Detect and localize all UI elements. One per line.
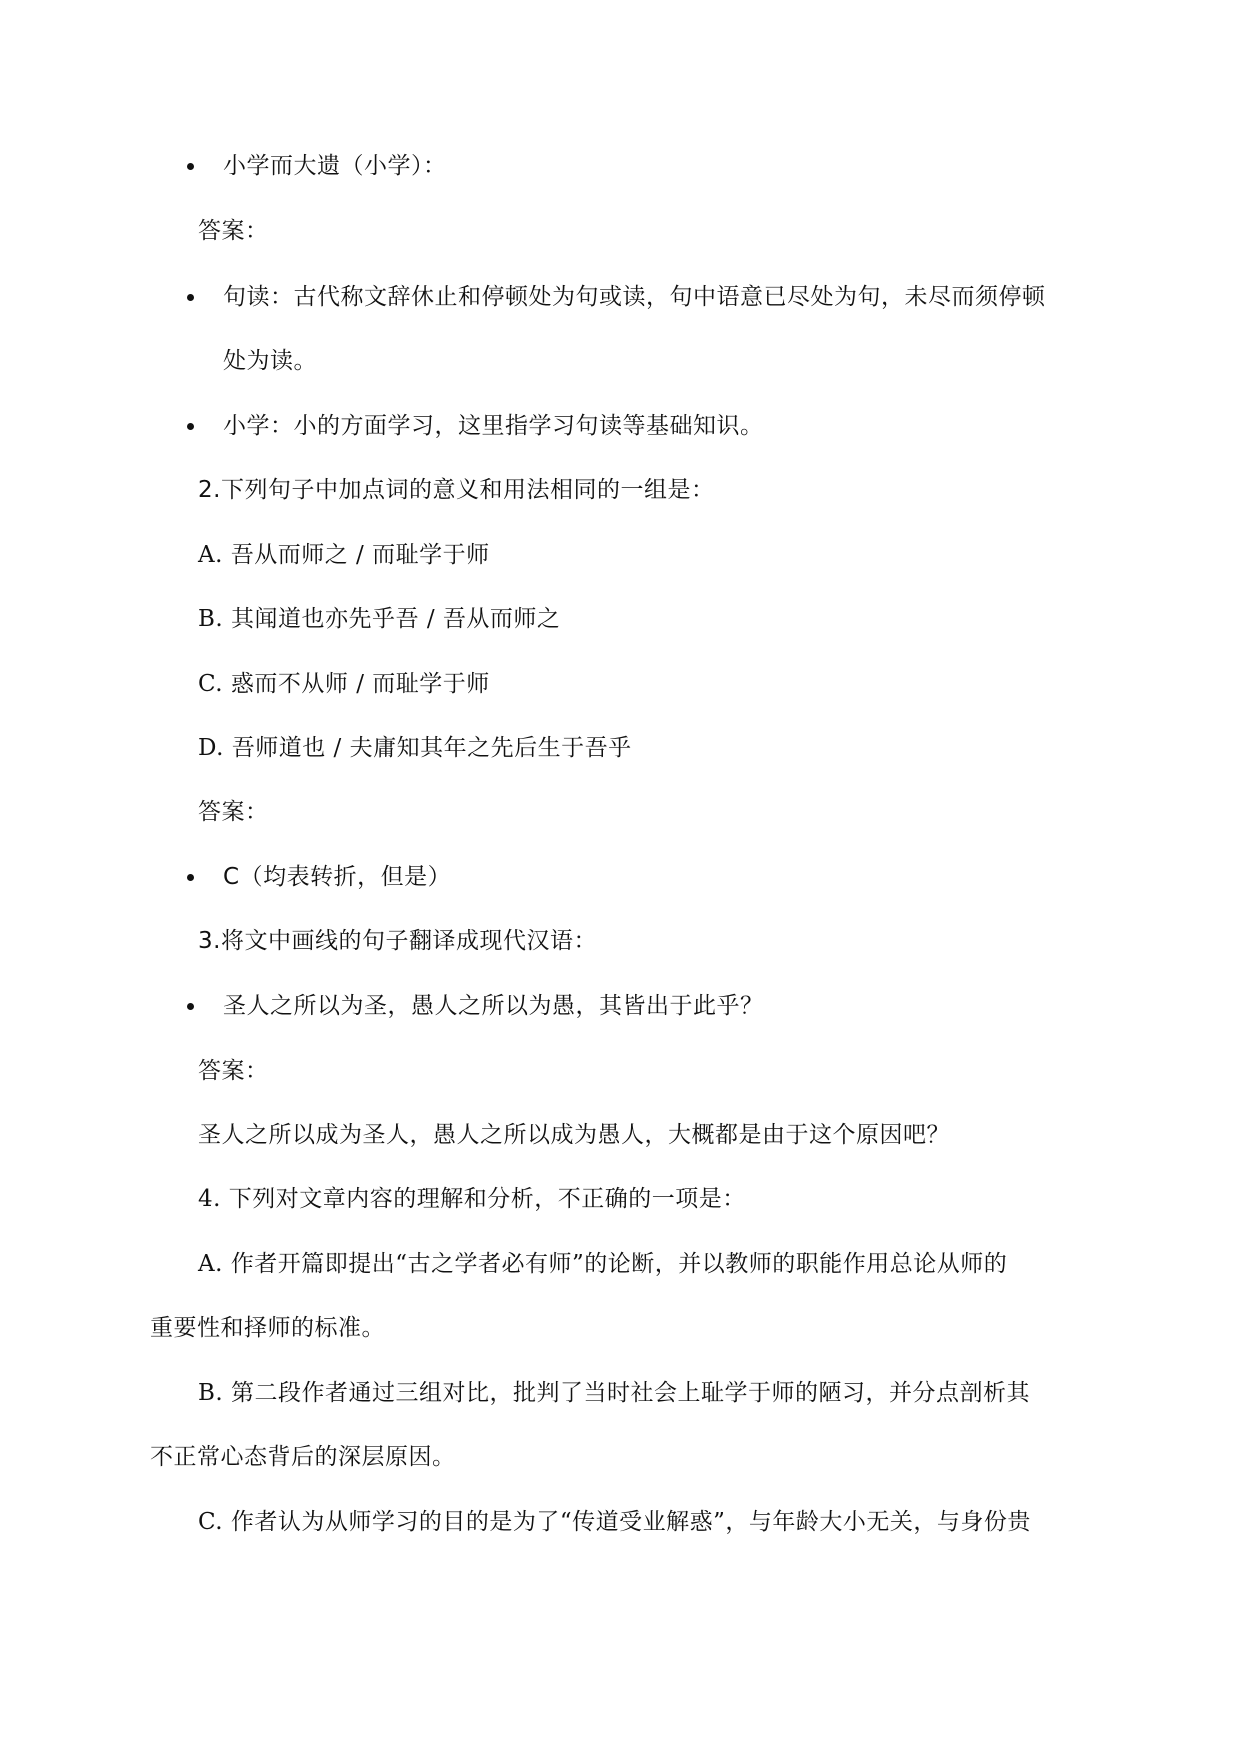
answer-label: 答案： [198, 1058, 269, 1084]
question-2-stem [198, 475, 714, 505]
bullet-icon [187, 423, 194, 430]
bullet-icon [187, 1003, 194, 1010]
question-number: 2. [198, 477, 221, 503]
q4-option-b-line2: 不正常心态背后的深层原因。 [150, 1444, 456, 1470]
question-text: 将文中画线的句子翻译成现代汉语： [220, 928, 597, 954]
q4-option-a-line1: A. 作者开篇即提出“古之学者必有师”的论断，并以教师的职能作用总论从师的 [198, 1251, 1008, 1277]
bullet-icon [187, 874, 194, 881]
q1-xiaoxue-dayi: 小学而大遗（小学）： [223, 153, 447, 179]
answer-letter: C [223, 864, 240, 890]
answer-label: 答案： [198, 799, 269, 825]
question-3-stem [198, 926, 597, 956]
q3-answer: 圣人之所以成为圣人，愚人之所以成为愚人，大概都是由于这个原因吧？ [198, 1122, 950, 1148]
q3-sentence: 圣人之所以为圣，愚人之所以为愚，其皆出于此乎？ [223, 993, 764, 1019]
question-4-stem: 4. 下列对文章内容的理解和分析，不正确的一项是： [198, 1186, 746, 1212]
q4-option-a-line2: 重要性和择师的标准。 [150, 1315, 385, 1341]
q4-option-c-line1: C. 作者认为从师学习的目的是为了“传道受业解惑”，与年龄大小无关，与身份贵 [198, 1509, 1031, 1535]
answer-note: （均表转折，但是） [239, 864, 452, 890]
answer-label: 答案： [198, 218, 269, 244]
question-number: 3. [198, 928, 221, 954]
q2-option-d: D. 吾师道也 / 夫庸知其年之先后生于吾乎 [198, 735, 632, 761]
judou-definition-line1: 句读：古代称文辞休止和停顿处为句或读，句中语意已尽处为句，未尽而须停顿 [223, 284, 1046, 310]
bullet-icon [187, 294, 194, 301]
q4-option-b-line1: B. 第二段作者通过三组对比，批判了当时社会上耻学于师的陋习，并分点剖析其 [198, 1380, 1031, 1406]
q2-option-b: B. 其闻道也亦先乎吾 / 吾从而师之 [198, 606, 561, 632]
bullet-icon [187, 163, 194, 170]
q2-option-a: A. 吾从而师之 / 而耻学于师 [198, 542, 490, 568]
q2-option-c: C. 惑而不从师 / 而耻学于师 [198, 671, 490, 697]
xiaoxue-definition: 小学：小的方面学习，这里指学习句读等基础知识。 [223, 413, 764, 439]
question-text: 下列句子中加点词的意义和用法相同的一组是： [220, 477, 715, 503]
q2-answer [223, 862, 451, 892]
judou-definition-line2: 处为读。 [223, 348, 317, 374]
